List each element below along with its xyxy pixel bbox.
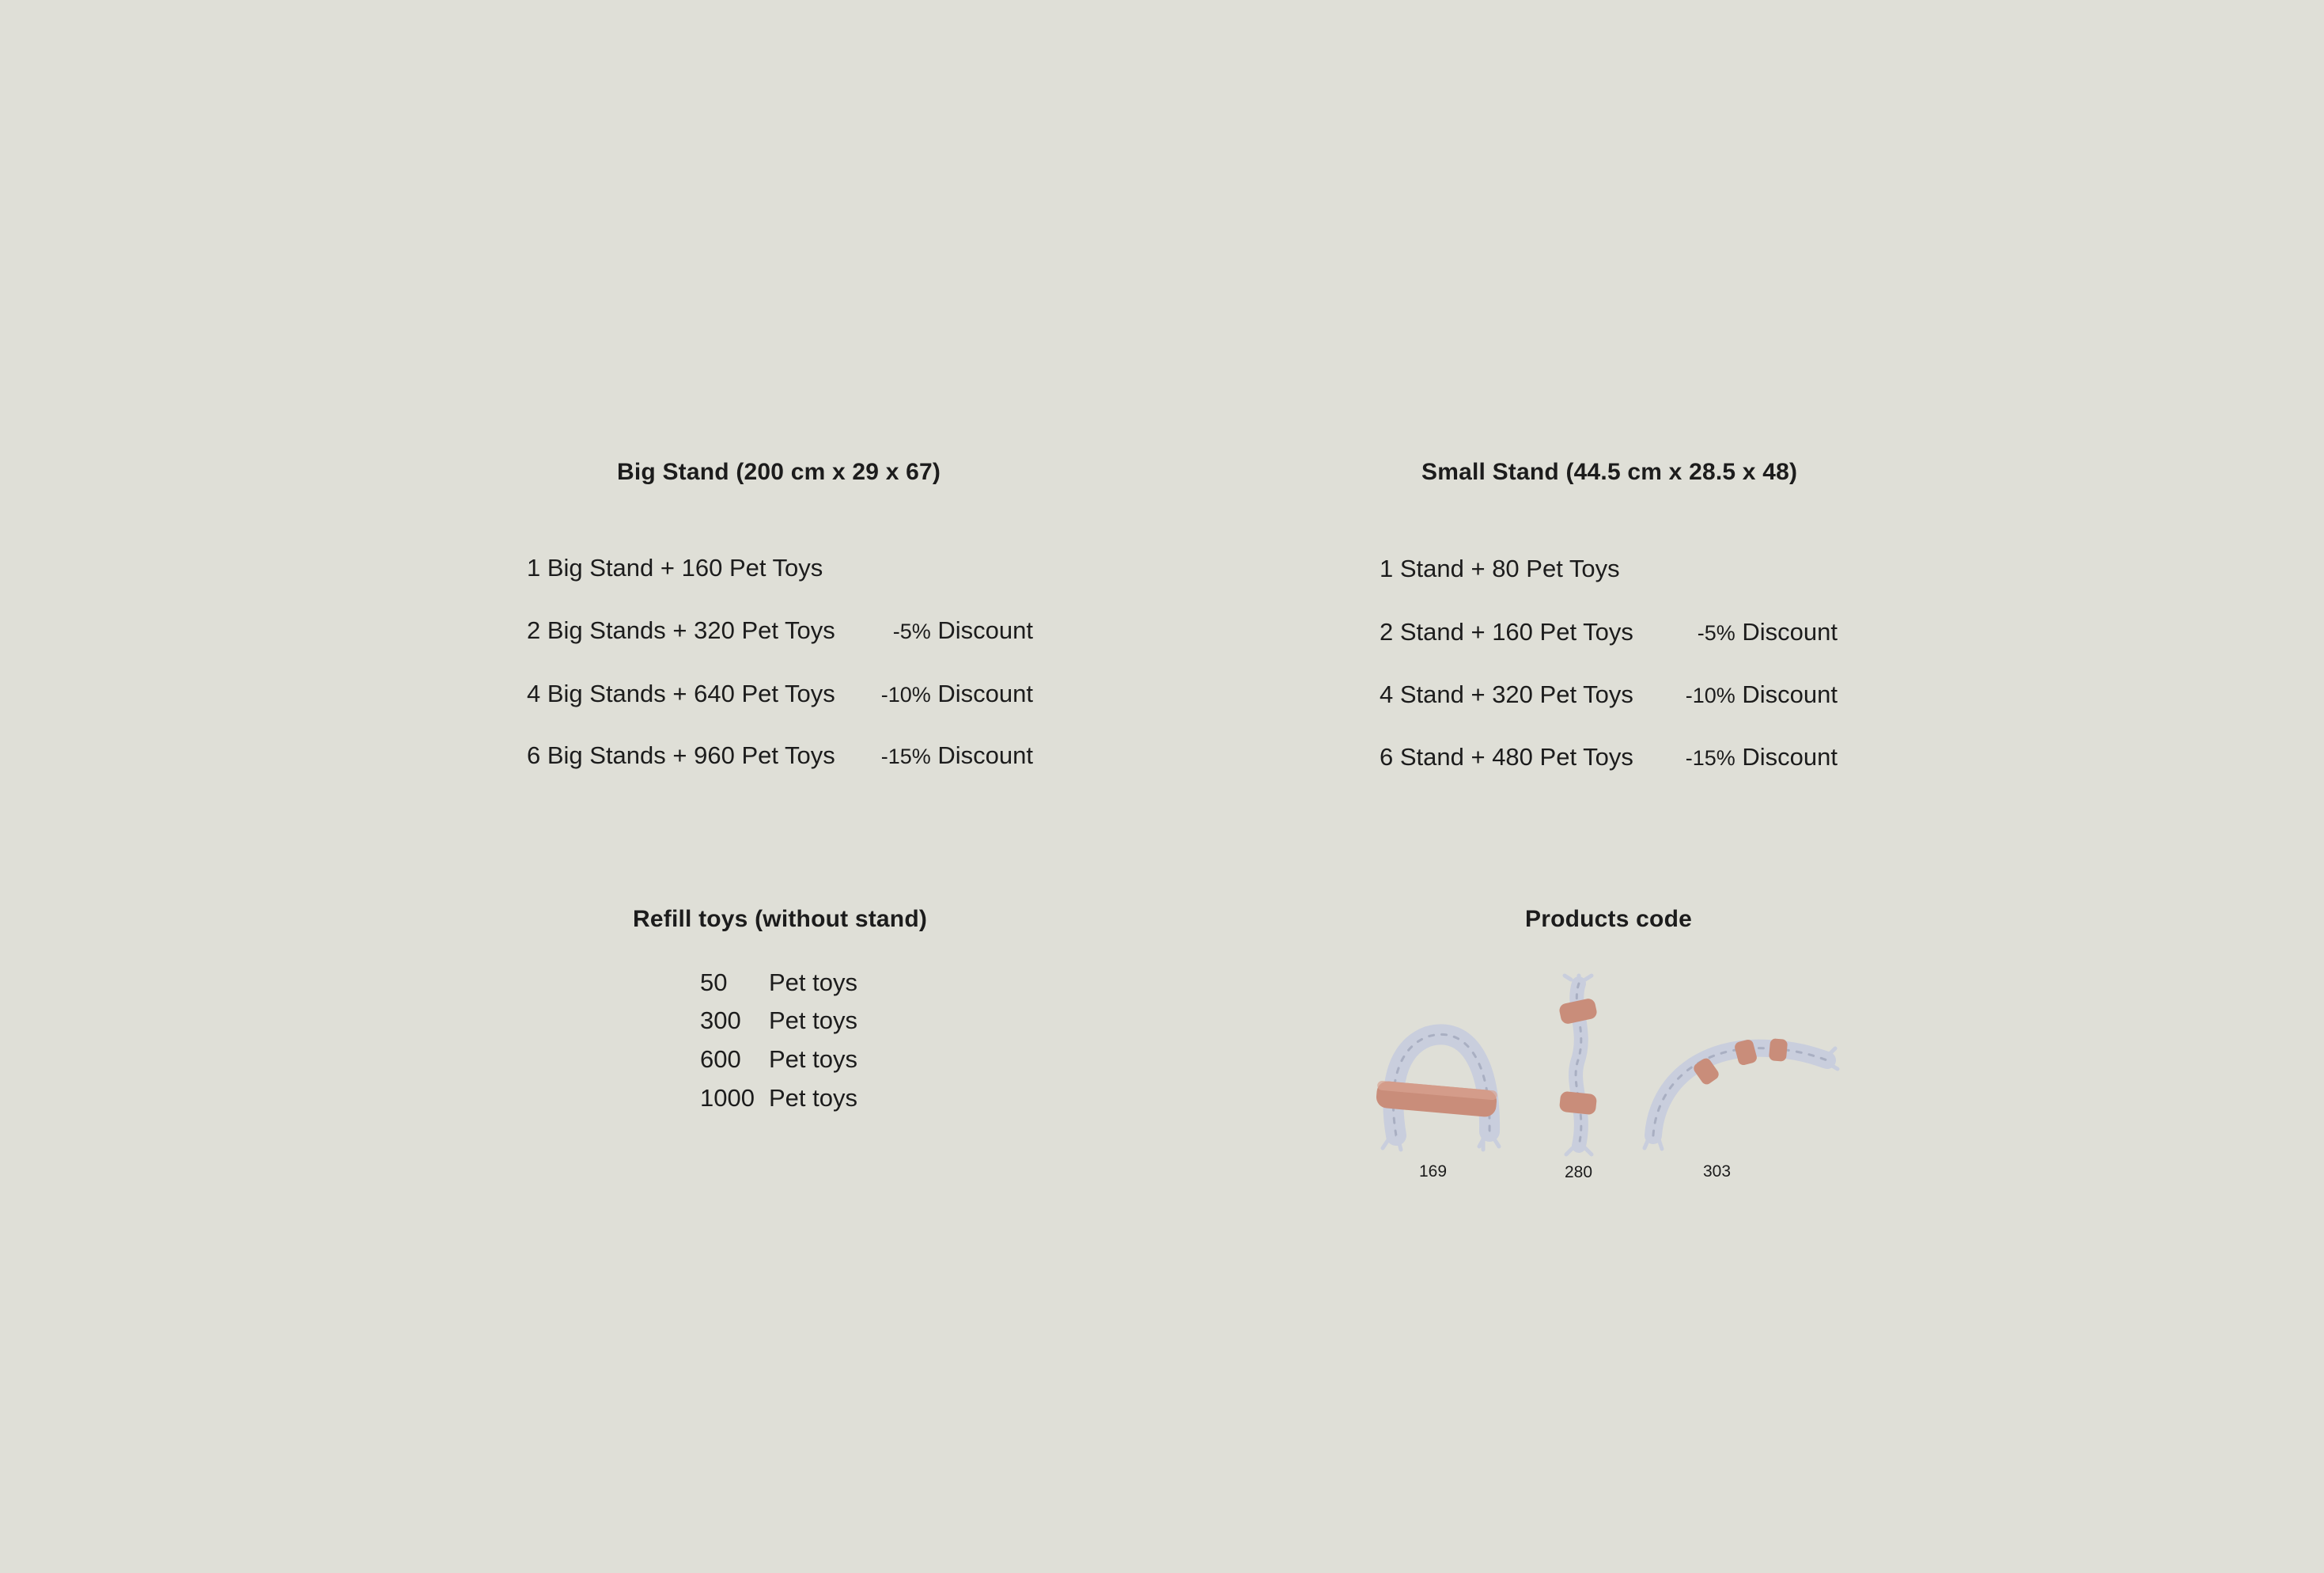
rope-stick-toy-icon xyxy=(1547,976,1611,1158)
discount-word: Discount xyxy=(937,680,1033,707)
rope-curve-toy-icon xyxy=(1641,1025,1839,1151)
big-stand-title: Big Stand (200 cm x 29 x 67) xyxy=(617,459,941,485)
small-stand-row-discount xyxy=(1698,618,1838,646)
product-code: 169 xyxy=(1419,1162,1448,1181)
discount-word: Discount xyxy=(937,616,1033,644)
refill-quantity: 1000 xyxy=(700,1084,755,1112)
big-stand-row-label: 6 Big Stands + 960 Pet Toys xyxy=(527,741,835,769)
small-stand-row-discount xyxy=(1686,743,1838,771)
refill-unit: Pet toys xyxy=(769,1006,857,1034)
big-stand-row-discount xyxy=(881,680,1033,708)
discount-word: Discount xyxy=(1742,680,1838,708)
discount-percent: -10% xyxy=(880,683,931,707)
big-stand-row-discount xyxy=(893,616,1033,645)
discount-word: Discount xyxy=(1742,743,1838,771)
big-stand-row-label: 4 Big Stands + 640 Pet Toys xyxy=(527,680,835,707)
small-stand-row-label: 4 Stand + 320 Pet Toys xyxy=(1380,680,1633,708)
big-stand-row-discount xyxy=(881,741,1033,770)
product-code: 280 xyxy=(1565,1163,1593,1181)
big-stand-row-label: 1 Big Stand + 160 Pet Toys xyxy=(527,554,823,582)
refill-title: Refill toys (without stand) xyxy=(633,906,928,932)
discount-word: Discount xyxy=(937,741,1033,769)
products-code-title: Products code xyxy=(1525,906,1692,932)
refill-unit: Pet toys xyxy=(769,1084,857,1112)
small-stand-row-label: 1 Stand + 80 Pet Toys xyxy=(1380,555,1620,582)
refill-quantity: 50 xyxy=(700,968,728,996)
discount-percent: -15% xyxy=(1685,746,1735,770)
discount-percent: -5% xyxy=(1697,621,1735,645)
discount-percent: -10% xyxy=(1685,684,1735,707)
refill-quantity: 300 xyxy=(700,1006,741,1034)
small-stand-row-label: 6 Stand + 480 Pet Toys xyxy=(1380,743,1633,771)
discount-percent: -5% xyxy=(892,620,931,643)
rope-arch-toy-icon xyxy=(1372,993,1515,1151)
discount-word: Discount xyxy=(1742,618,1838,646)
product-code: 303 xyxy=(1703,1162,1732,1181)
small-stand-row-label: 2 Stand + 160 Pet Toys xyxy=(1380,618,1633,646)
refill-unit: Pet toys xyxy=(769,1045,857,1073)
small-stand-title: Small Stand (44.5 cm x 28.5 x 48) xyxy=(1421,459,1798,485)
refill-quantity: 600 xyxy=(700,1045,741,1073)
big-stand-row-label: 2 Big Stands + 320 Pet Toys xyxy=(527,616,835,644)
discount-percent: -15% xyxy=(880,745,931,768)
small-stand-row-discount xyxy=(1686,680,1838,709)
refill-unit: Pet toys xyxy=(769,968,857,996)
